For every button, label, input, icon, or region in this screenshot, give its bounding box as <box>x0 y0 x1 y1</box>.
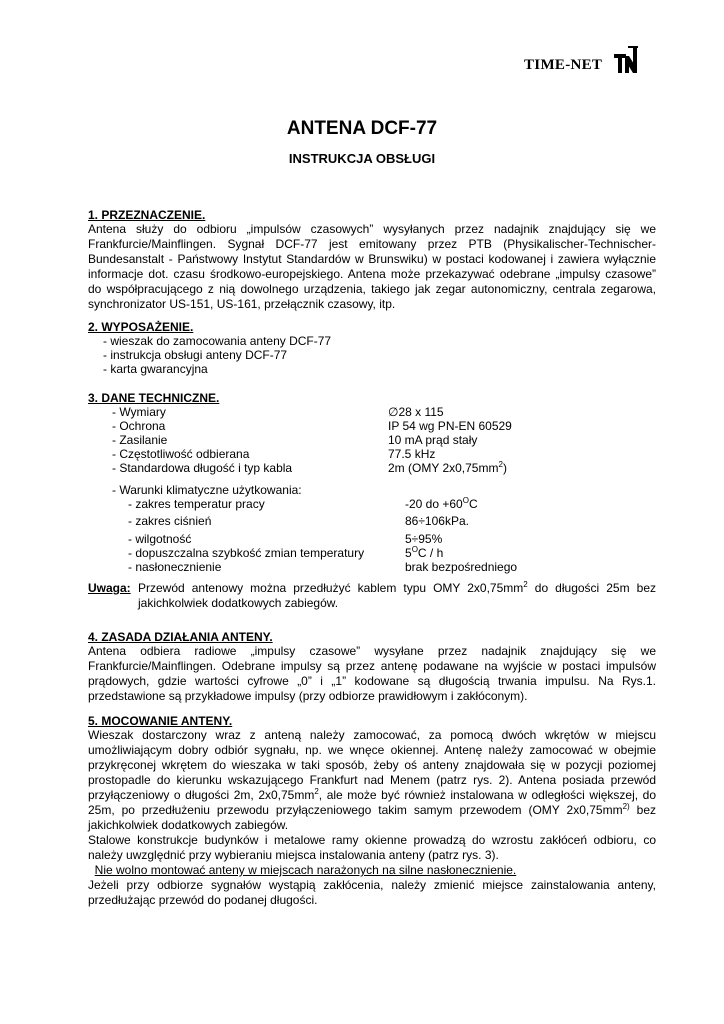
s5-line-6-sup: 2) <box>622 802 630 811</box>
note-line-2: jakichkolwiek dodatkowych zabiegów. <box>138 596 339 610</box>
s5-line-6 <box>88 803 656 818</box>
spec-value: IP 54 wg PN-EN 60529 <box>388 419 512 433</box>
spec-value: ∅28 x 115 <box>388 405 444 419</box>
s5-line: umożliwiającym dobry odbiór sygnału, np. we wnęce okiennej. Antenę należy zamocować w obejmie <box>88 743 656 757</box>
equipment-item: - karta gwarancyjna <box>103 362 208 376</box>
spec-label: - Częstotliwość odbierana <box>112 447 250 461</box>
climate-item-label: - nasłonecznienie <box>128 560 222 574</box>
spec-label: - Standardowa długość i typ kabla <box>112 461 293 475</box>
equipment-item: - wieszak do zamocowania anteny DCF-77 <box>103 334 332 348</box>
s1-line: Frankfurcie/Mainflingen. Sygnał DCF-77 jest emitowany przez PTB (Physikalischer-Technischer- <box>88 237 656 251</box>
climate-item-label: - zakres ciśnień <box>128 514 212 528</box>
temp-value-sup: O <box>462 496 469 505</box>
s5-line-5-sup: 2 <box>314 787 319 796</box>
s5-p2-line: Stalowe konstrukcje budynków i metalowe ramy okienne prowadzą do wzrostu zakłóceń odbioru, co <box>88 833 656 847</box>
spec-value-cable <box>388 461 507 475</box>
section-1-text <box>88 222 656 312</box>
s5-warning-line <box>88 863 656 878</box>
section-1-heading: 1. PRZEZNACZENIE. <box>88 208 206 222</box>
s4-line: Antena odbiera radiowe „impulsy czasowe” wysyłane przez nadajnik znajdujący się we <box>88 644 656 658</box>
rate-value-sup: O <box>411 545 418 554</box>
s5-line: Wieszak dostarczony wraz z anteną należy zamocować, za pomocą dwóch wkrętów w miejscu <box>88 728 656 742</box>
s5-line-5a: przyłączeniowy o długości 2m, 2x0,75mm <box>88 788 315 802</box>
s1-line: synchronizator US-151, US-161, przełącznik czasowy, itp. <box>88 297 396 311</box>
section-5-heading: 5. MOCOWANIE ANTENY. <box>88 714 233 728</box>
s5-line-6b: bez <box>629 803 656 817</box>
note-line-1-after: do długości 25m bez <box>527 581 656 595</box>
document-title: ANTENA DCF-77 <box>286 118 438 139</box>
section-4-text <box>88 644 656 704</box>
spec-value: 77.5 kHz <box>388 447 436 461</box>
s5-line: przykręconej wkrętem do wieszaka w taki sposób, żeby oś anteny znajdowała się w pozycji poziomej <box>88 758 656 772</box>
s4-line: prądowych, gdzie wartości cyfrowe „0” i „1” kodowane są długością trwania impulsu. Na Rys.1. <box>88 674 656 688</box>
note-label: Uwaga: <box>88 581 131 595</box>
s5-p3-line: Jeżeli przy odbiorze sygnałów wystąpią zakłócenia, należy zmienić miejsce zainstalowania anteny, <box>88 878 656 892</box>
note-line-1-text: Przewód antenowy można przedłużyć kablem typu OMY 2x0,75mm <box>138 581 524 595</box>
climate-item-label: - dopuszczalna szybkość zmian temperatury <box>128 546 365 560</box>
climate-item-value: brak bezpośredniego <box>405 560 518 574</box>
equipment-item: - instrukcja obsługi anteny DCF-77 <box>103 348 288 362</box>
climate-item-value: 5÷95% <box>405 532 443 546</box>
s1-line: informacje dot. czasu środkowo-europejskiego. Antena może przekazywać odebrane „impulsy czasowe” <box>88 267 656 281</box>
s5-line-5 <box>88 788 656 803</box>
s1-line: do współpracującego z nią dowolnego urządzenia, takiego jak zegar autonomiczny, centrala zegarowa, <box>88 282 656 296</box>
document-subtitle: INSTRUKCJA OBSŁUGI <box>288 151 436 166</box>
rate-value-text: 5 <box>405 546 412 560</box>
climate-item-value <box>405 546 443 560</box>
spec-label: - Ochrona <box>112 419 166 433</box>
s4-line: Frankfurcie/Mainflingen. Odebrane impulsy są przez antenę podawane na wyjście w postaci impulsów <box>88 659 656 673</box>
spec-label: - Wymiary <box>112 405 166 419</box>
time-net-logo <box>614 44 640 74</box>
s5-p2-line: należy uwzględnić przy wybieraniu miejsca instalowania anteny (patrz rys. 3). <box>88 848 499 862</box>
climate-item-label: - wilgotność <box>128 532 192 546</box>
note-line-1 <box>138 581 656 596</box>
s5-line-6a: 25m, po przedłużeniu przewodu przyłączeniowego takim samym przewodem (OMY 2x0,75mm <box>88 803 623 817</box>
cable-value-text: 2m (OMY 2x0,75mm <box>388 461 499 475</box>
s1-line: Antena służy do odbioru „impulsów czasowych” wysyłanych przez nadajnik znajdujący się we <box>88 222 656 236</box>
temp-value-text: -20 do +60 <box>405 497 463 511</box>
cable-value-sup: 2 <box>498 460 503 469</box>
s5-line-5b: , ale może być również instalowana w odległości większej, do <box>318 788 656 802</box>
section-3-heading: 3. DANE TECHNICZNE. <box>88 391 220 405</box>
s1-line: Bundesanstalt - Państwowy Instytut Standardów w Brunswiku) w postaci kodowanej i zawiera wyłącznie <box>88 252 656 266</box>
s5-p3-line: przedłużając przewód do podanej długości. <box>88 893 318 907</box>
spec-value: 10 mA prąd stały <box>388 433 478 447</box>
climate-label: - Warunki klimatyczne użytkowania: <box>112 483 302 497</box>
climate-item-value <box>405 497 478 511</box>
climate-item-value: 86÷106kPa. <box>405 514 469 528</box>
s5-warning: Nie wolno montować anteny w miejscach narażonych na silne nasłonecznienie. <box>94 863 517 877</box>
section-5-text <box>88 728 656 908</box>
section-2-heading: 2. WYPOSAŻENIE. <box>88 320 194 334</box>
spec-label: - Zasilanie <box>112 433 168 447</box>
s5-line: prostopadle do kierunku wskazującego Frankfurt nad Menem (patrz rys. 2). Antena posiada przewód <box>88 773 656 787</box>
rate-value-after: C / h <box>417 546 444 560</box>
s5-line: jakichkolwiek dodatkowych zabiegów. <box>88 818 289 832</box>
section-4-heading: 4. ZASADA DZIAŁANIA ANTENY. <box>88 630 273 644</box>
note-text <box>138 581 656 611</box>
s4-line: przedstawione są przykładowe impulsy (przy odbiorze prawidłowym i zakłóconym). <box>88 689 528 703</box>
cable-value-after: ) <box>502 461 507 475</box>
climate-item-label: - zakres temperatur pracy <box>128 497 265 511</box>
note-sup: 2 <box>523 580 528 589</box>
brand-name: TIME-NET <box>524 57 603 73</box>
temp-value-after: C <box>468 497 478 511</box>
